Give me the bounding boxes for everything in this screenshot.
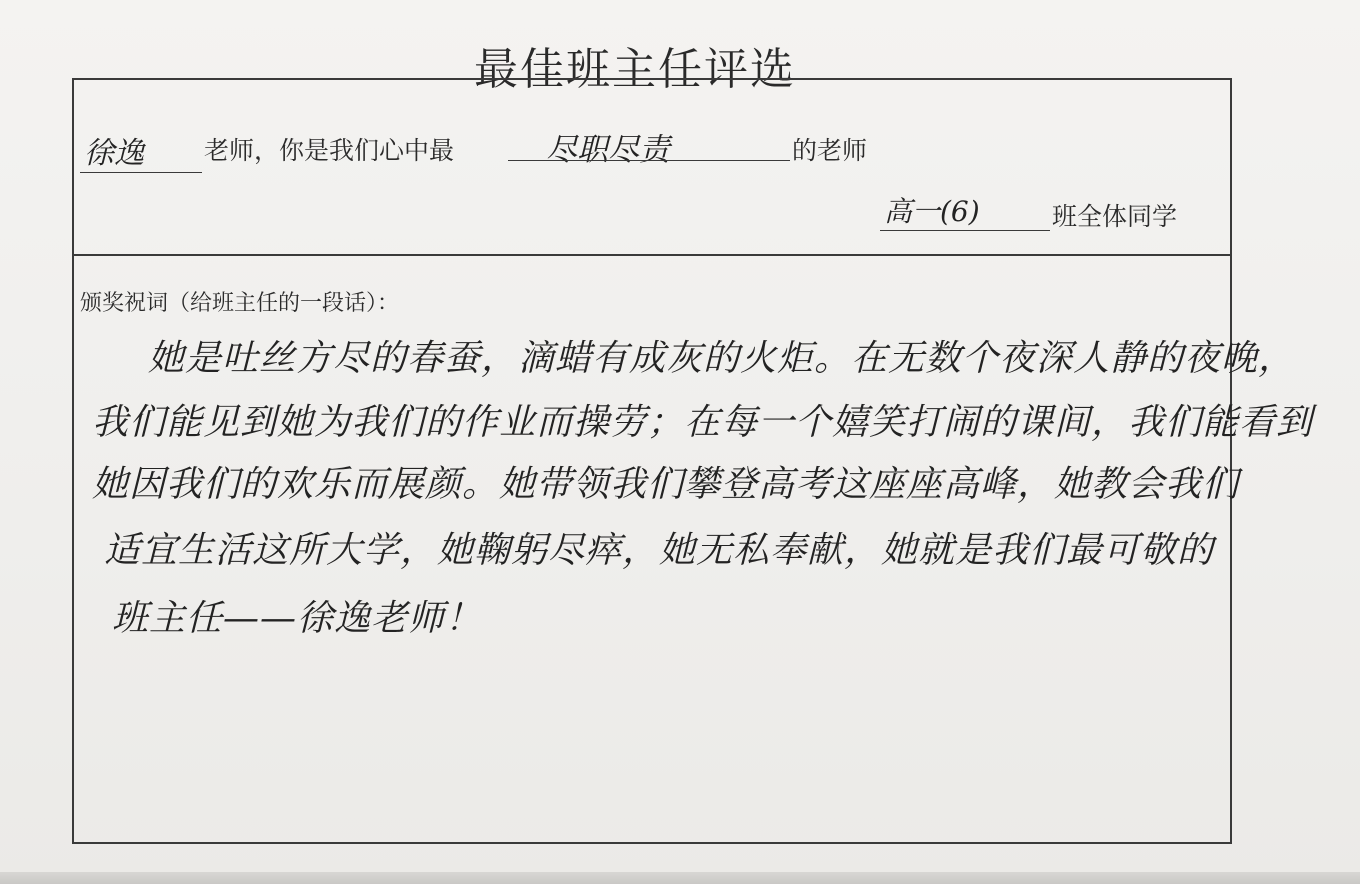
- teacher-label: 老师，你是我们心中最: [204, 136, 455, 165]
- class-underline: [880, 230, 1050, 231]
- award-speech-line: 我们能见到她为我们的作业而操劳；在每一个嬉笑打闹的课间，我们能看到: [92, 402, 1314, 443]
- award-speech-label: 颁奖祝词（给班主任的一段话）：: [80, 291, 400, 316]
- class-label: 班全体同学: [1052, 202, 1178, 231]
- section-divider: [72, 254, 1232, 256]
- award-speech-line: 班主任——徐逸老师！: [112, 598, 483, 639]
- quality-suffix: 的老师: [792, 136, 868, 165]
- form-title: 最佳班主任评选: [474, 44, 796, 95]
- paper-bottom-edge: [0, 872, 1360, 884]
- teacher-name-underline: [80, 172, 202, 173]
- quality-underline: [508, 160, 790, 161]
- teacher-name-field: 徐逸: [84, 136, 144, 171]
- quality-field: 尽职尽责: [546, 132, 670, 168]
- class-field: 高一(6): [884, 195, 980, 228]
- award-speech-line: 适宜生活这所大学，她鞠躬尽瘁，她无私奉献，她就是我们最可敬的: [104, 530, 1215, 571]
- award-speech-line: 她是吐丝方尽的春蚕，滴蜡有成灰的火炬。在无数个夜深人静的夜晚，: [148, 338, 1296, 379]
- award-speech-line: 她因我们的欢乐而展颜。她带领我们攀登高考这座座高峰，她教会我们: [92, 464, 1240, 505]
